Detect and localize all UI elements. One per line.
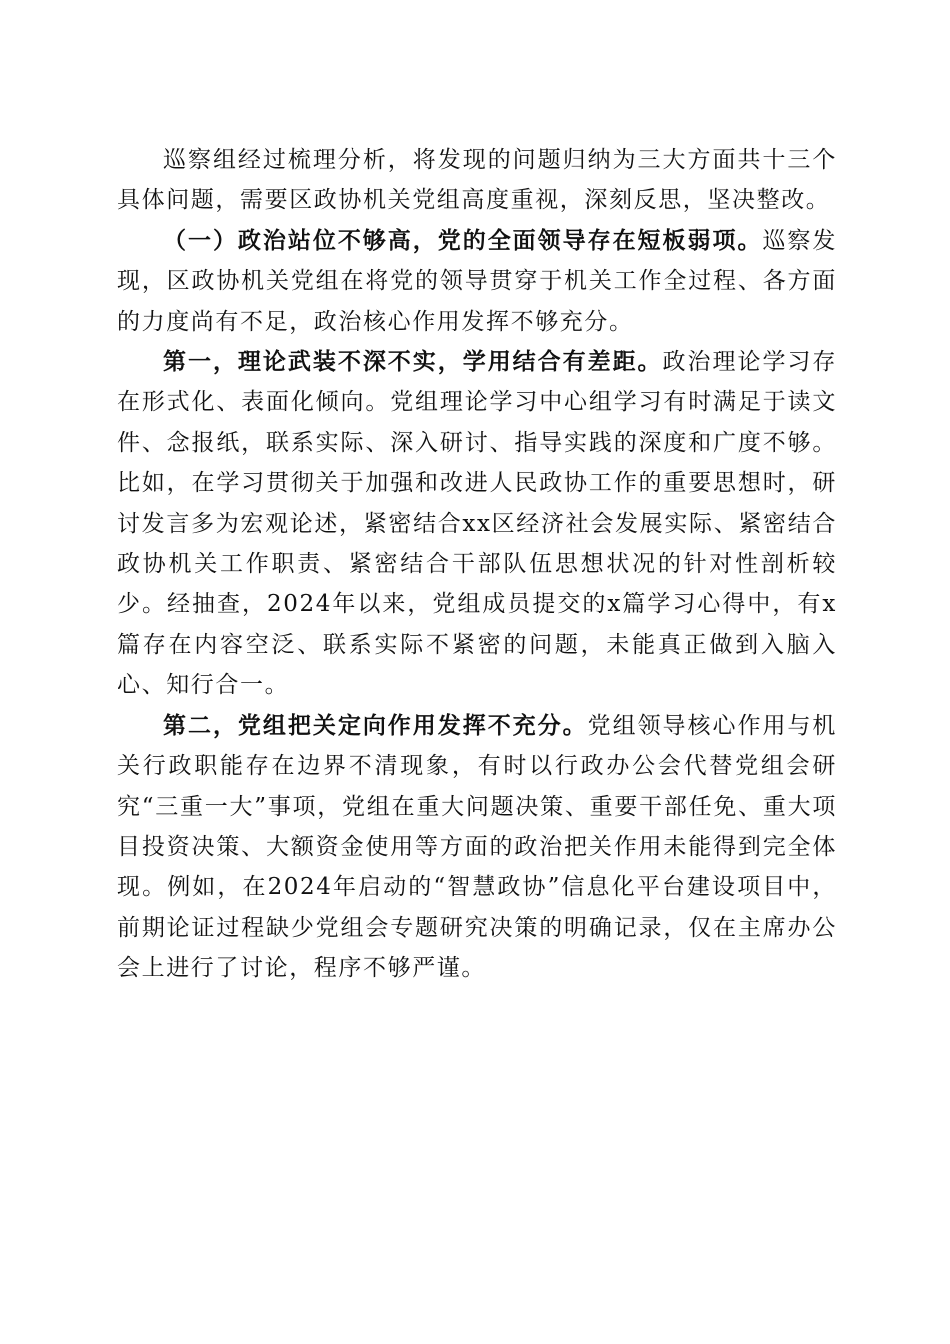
paragraph-text: 政治理论学习存在形式化、表面化倾向。党组理论学习中心组学习有时满足于读文件、念报纸，联系实际、深入研讨、指导实践的深度和广度不够。比如，在学习贯彻关于加强和改进人民政协工作的重要思想时，研讨发言多为宏观论述，紧密结合xx区经济社会发展实际、紧密结合政协机关工作职责、紧密结合干部队伍思想状况的针对性剖析较少。经抽查，2024年以来，党组成员提交的x篇学习心得中，有x篇存在内容空泛、联系实际不紧密的问题，未能真正做到入脑入心、知行合一。 [117,349,838,699]
paragraph-lead: 第一，理论武装不深不实，学用结合有差距。 [163,348,663,376]
paragraph-text: 党组领导核心作用与机关行政职能存在边界不清现象，有时以行政办公会代替党组会研究“三重一大”事项，党组在重大问题决策、重要干部任免、重大项目投资决策、大额资金使用等方面的政治把关作用未能得到完全体现。例如，在2024年启动的“智慧政协”信息化平台建设项目中，前期论证过程缺少党组会专题研究决策的明确记录，仅在主席办公会上进行了讨论，程序不够严谨。 [117,712,838,982]
paragraph-lead: 第二，党组把关定向作用发挥不充分。 [163,711,588,739]
paragraph-point-one [117,342,837,706]
paragraph-text: 巡察组经过梳理分析，将发现的问题归纳为三大方面共十三个具体问题，需要区政协机关党组高度重视，深刻反思，坚决整改。 [117,147,837,214]
paragraph-text: 巡察发现，区政协机关党组在将党的领导贯穿于机关工作全过程、各方面的力度尚有不足，政治核心作用发挥不够充分。 [117,227,837,335]
paragraph-lead: （一）政治站位不够高，党的全面领导存在短板弱项。 [163,226,763,254]
paragraph-section-one [117,221,837,342]
document-body [117,140,837,989]
paragraph-intro [117,140,837,221]
paragraph-point-two [117,706,837,989]
